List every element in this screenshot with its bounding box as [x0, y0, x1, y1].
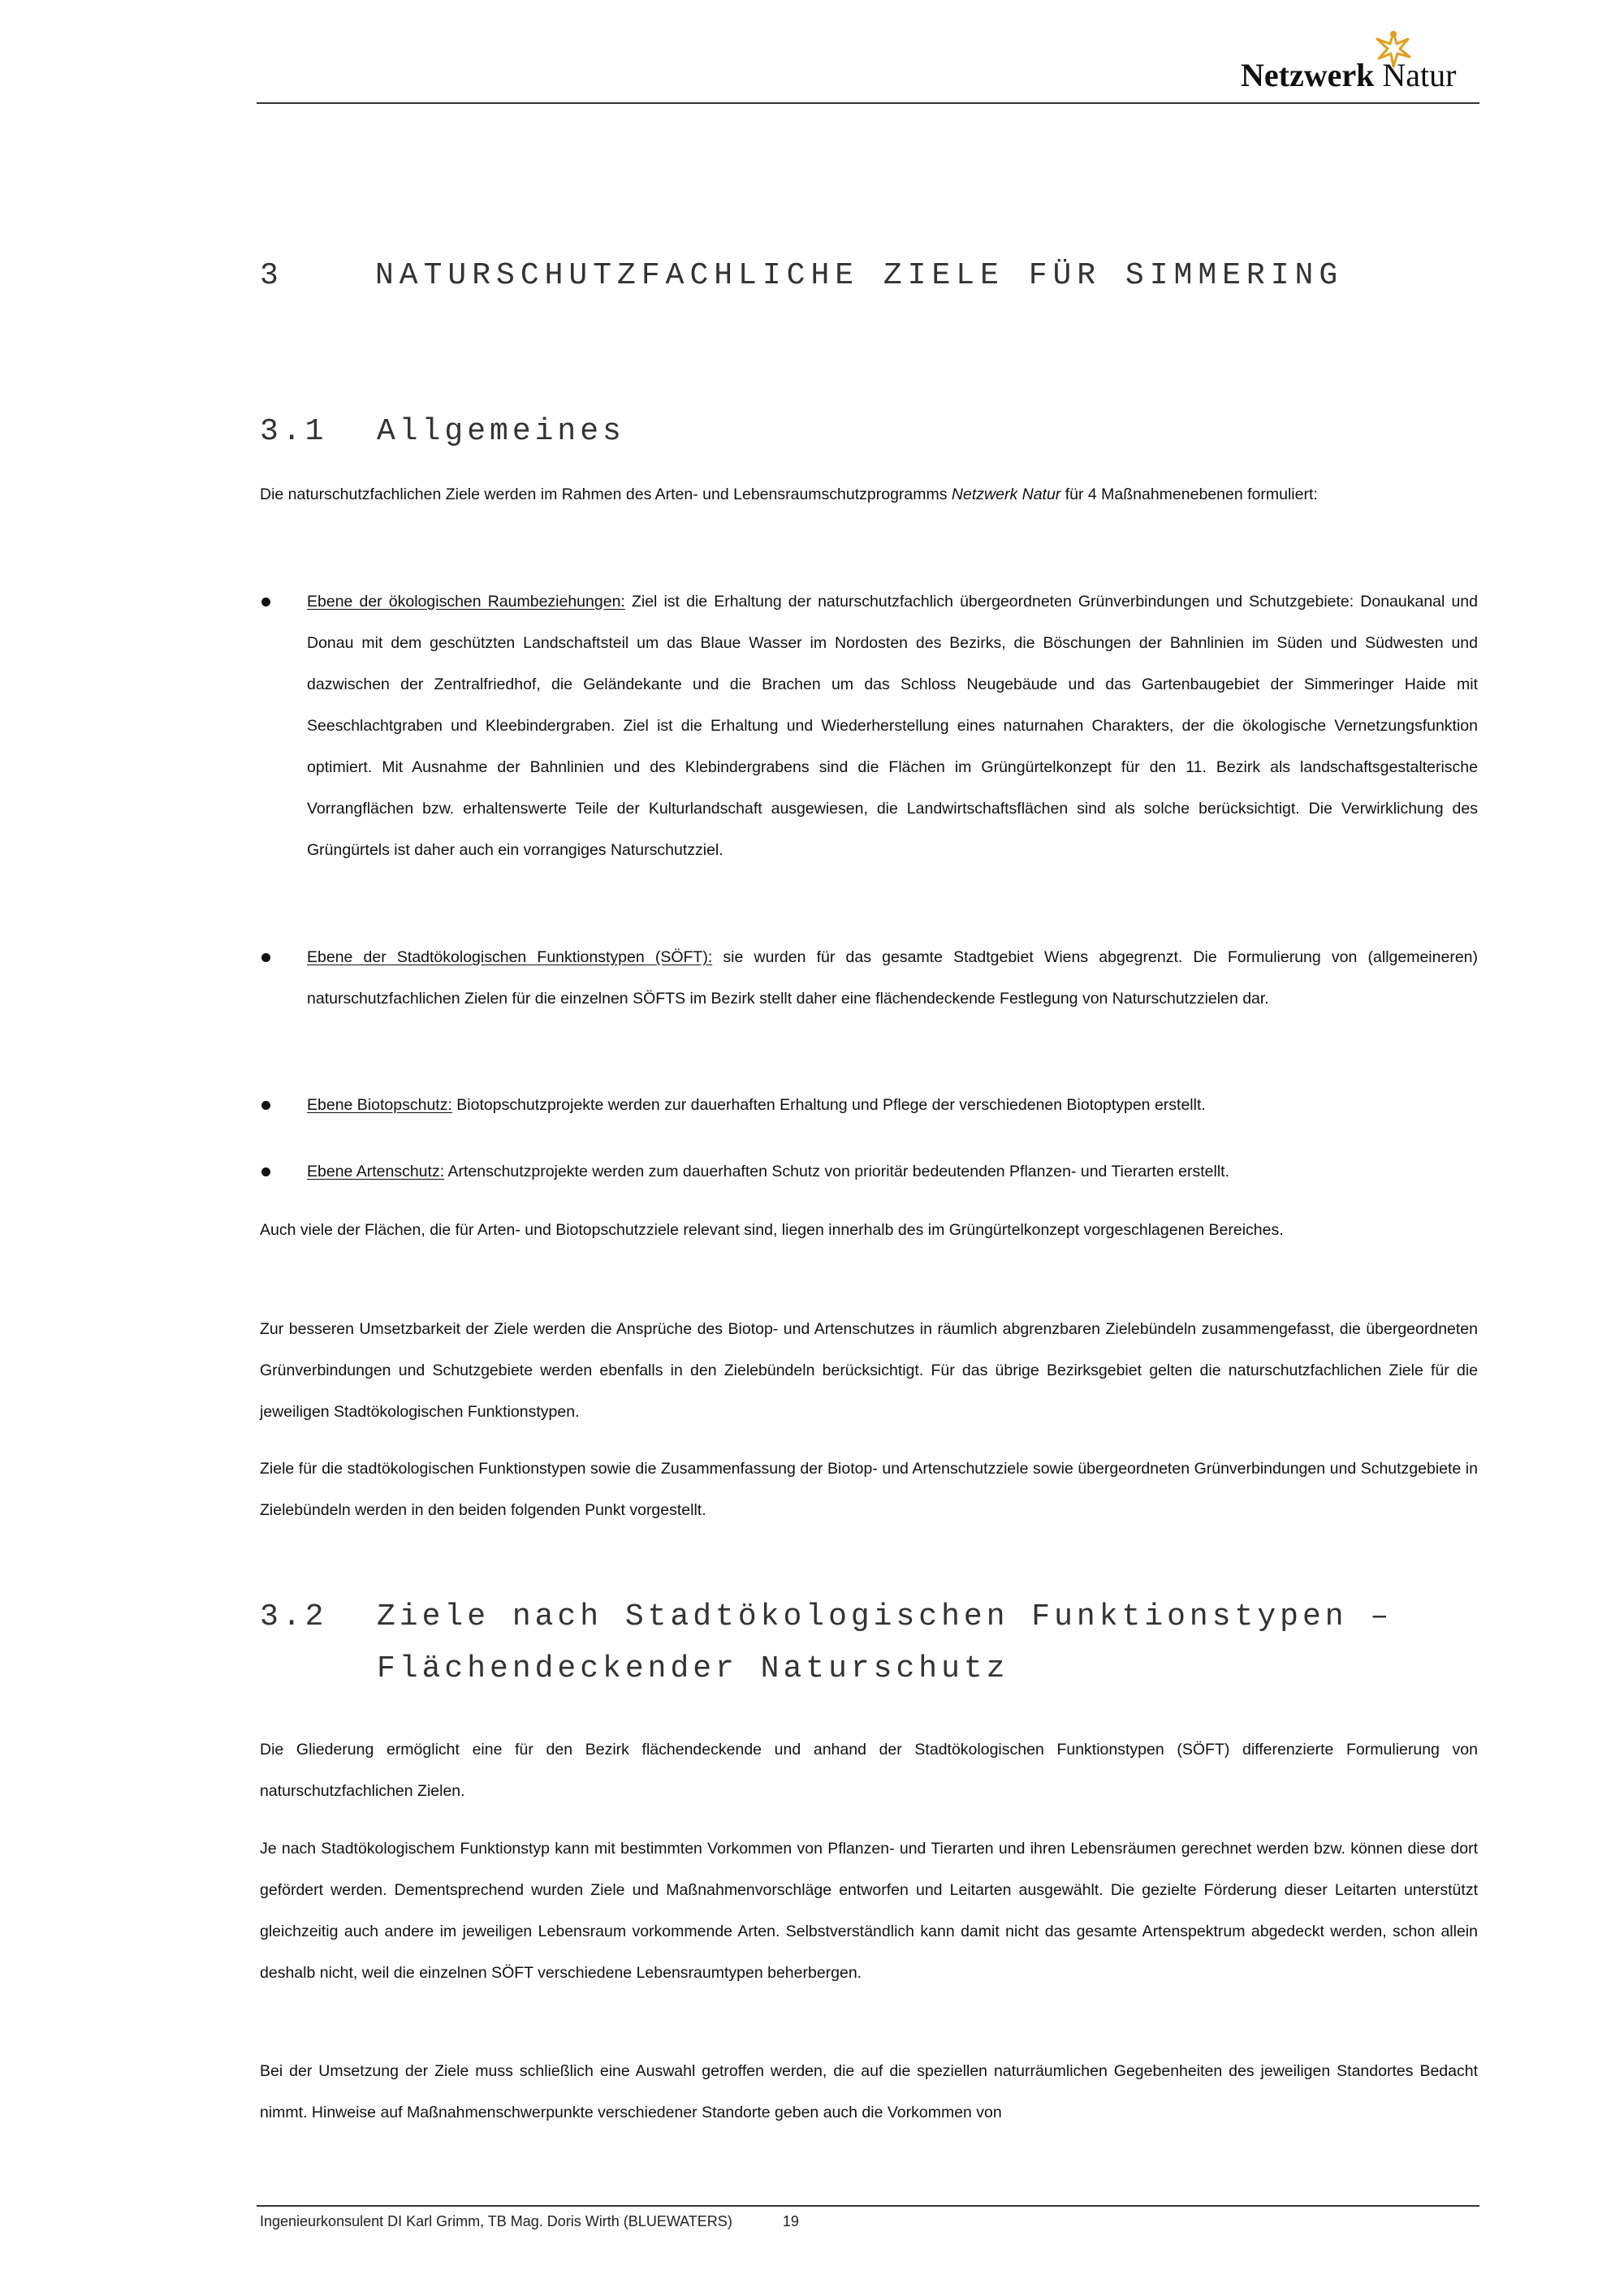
section-3-1-heading — [260, 414, 625, 449]
bullet-text: Artenschutzprojekte werden zum dauerhaften Schutz von prioritär bedeutenden Pflanzen- und Tierarten erstellt. — [444, 1163, 1230, 1180]
bullet-lead: Ebene der ökologischen Raumbeziehungen: — [307, 593, 625, 611]
bullet-text: sie wurden für das gesamte Stadtgebiet Wiens abgegrenzt. Die Formulierung von (allgemeineren) naturschutzfachlichen Zielen für die einzelnen SÖFTS im Bezirk stellt daher eine flächendeckende Festlegung von Naturschutzzielen dar. — [307, 948, 1478, 1008]
logo-wordmark — [1241, 56, 1456, 94]
bullet-icon — [261, 953, 270, 962]
header-divider — [257, 102, 1479, 104]
section-3-1-intro — [260, 474, 1478, 516]
bullet-icon — [261, 598, 270, 606]
intro-text-end: für 4 Maßnahmenebenen formuliert: — [1060, 486, 1318, 503]
bullet-icon — [261, 1167, 270, 1176]
bullet-item — [260, 1151, 1478, 1193]
footer-divider — [257, 2205, 1479, 2207]
body-paragraph: Bei der Umsetzung der Ziele muss schließlich eine Auswahl getroffen werden, die auf die speziellen naturräumlichen Gegebenheiten des jeweiligen Standortes Bedacht nimmt. Hinweise auf Maßnahmenschwerpunkte verschiedener Standorte geben auch die Vorkommen von — [260, 2062, 1478, 2121]
bullet-text: Ziel ist die Erhaltung der naturschutzfachlich übergeordneten Grünverbindungen und Schutzgebiete: Donaukanal und Donau mit dem geschützten Landschaftsteil um das Blaue Wasser im Nordosten des Bezirks, die Böschungen der Bahnlinien im Süden und Südwesten und dazwischen der Zentralfriedhof, die Geländekante und die Brachen um das Schloss Neugebäude und das Gartenbaugebiet der Simmeringer Haide mit Seeschlachtgraben und Kleebindergraben. Ziel ist die Erhaltung und Wiederherstellung eines naturnahen Charakters, der die ökologische Vernetzungsfunktion optimiert. Mit Ausnahme der Bahnlinien und des Klebindergrabens sind die Flächen im Grüngürtelkonzept für den 11. Bezirk als landschaftsgestalterische Vorrangflächen bzw. erhaltenswerte Teile der Kulturlandschaft ausgewiesen, die Landwirtschaftsflächen sind als solche berücksichtigt. Die Verwirklichung des Grüngürtels ist daher auch ein vorrangiges Naturschutzziel. — [307, 593, 1478, 859]
chapter-number: 3 — [260, 258, 284, 293]
page-footer — [260, 2213, 799, 2230]
section-title: Allgemeines — [377, 414, 625, 449]
chapter-title: NATURSCHUTZFACHLICHE ZIELE FÜR SIMMERING — [375, 258, 1344, 293]
netzwerk-natur-logo — [1241, 29, 1484, 102]
bullet-icon — [261, 1101, 270, 1110]
intro-program-name: Netzwerk Natur — [951, 486, 1061, 503]
body-paragraph: Die Gliederung ermöglicht eine für den Bezirk flächendeckende und anhand der Stadtökologischen Funktionstypen (SÖFT) differenzierte Formulierung von naturschutzfachlichen Zielen. — [260, 1741, 1478, 1800]
logo-bold-text: Netzwerk — [1241, 57, 1375, 93]
section-3-2-heading — [260, 1599, 1393, 1634]
section-3-2-heading-continued — [377, 1651, 1009, 1686]
bullet-lead: Ebene Biotopschutz: — [307, 1096, 452, 1114]
section-title-line-1: Ziele nach Stadtökologischen Funktionstypen – — [377, 1599, 1393, 1634]
chapter-heading — [260, 258, 1343, 293]
body-paragraph: Je nach Stadtökologischem Funktionstyp kann mit bestimmten Vorkommen von Pflanzen- und Tierarten und ihren Lebensräumen gerechnet werden bzw. können diese dort gefördert werden. Dementsprechend wurden Ziele und Maßnahmenvorschläge entworfen und Leitarten ausgewählt. Die gezielte Förderung dieser Leitarten unterstützt gleichzeitig auch andere im jeweiligen Lebensraum vorkommende Arten. Selbstverständlich kann damit nicht das gesamte Artenspektrum abgedeckt werden, schon allein deshalb nicht, weil die einzelnen SÖFT verschiedene Lebensraumtypen beherbergen. — [260, 1840, 1478, 1982]
body-paragraph: Ziele für die stadtökologischen Funktionstypen sowie die Zusammenfassung der Biotop- und Artenschutzziele sowie übergeordneten Grünverbindungen und Schutzgebiete in Zielebündeln werden in den beiden folgenden Punkt vorgestellt. — [260, 1460, 1478, 1519]
bullet-item — [260, 1085, 1478, 1126]
body-paragraph: Zur besseren Umsetzbarkeit der Ziele werden die Ansprüche des Biotop- und Artenschutzes in räumlich abgrenzbaren Zielebündeln zusammengefasst, die übergeordneten Grünverbindungen und Schutzgebiete werden ebenfalls in den Zielebündeln berücksichtigt. Für das übrige Bezirksgebiet gelten die naturschutzfachlichen Ziele für die jeweiligen Stadtökologischen Funktionstypen. — [260, 1320, 1478, 1421]
bullet-item — [260, 937, 1478, 1020]
intro-text-start: Die naturschutzfachlichen Ziele werden im Rahmen des Arten- und Lebensraumschutzprogramms — [260, 486, 952, 503]
section-number: 3.1 — [260, 414, 328, 449]
section-number: 3.2 — [260, 1599, 328, 1634]
logo-regular-text: Natur — [1382, 57, 1457, 93]
bullet-lead: Ebene Artenschutz: — [307, 1163, 445, 1180]
bullet-text: Biotopschutzprojekte werden zur dauerhaften Erhaltung und Pflege der verschiedenen Biotoptypen erstellt. — [451, 1096, 1206, 1114]
body-paragraph: Auch viele der Flächen, die für Arten- und Biotopschutzziele relevant sind, liegen innerhalb des im Grüngürtelkonzept vorgeschlagenen Bereiches. — [260, 1221, 1284, 1239]
page-number: 19 — [782, 2213, 799, 2229]
section-title-line-2: Flächendeckender Naturschutz — [377, 1651, 1009, 1686]
bullet-item — [260, 581, 1478, 871]
footer-author: Ingenieurkonsulent DI Karl Grimm, TB Mag. Doris Wirth (BLUEWATERS) — [260, 2213, 732, 2229]
bullet-lead: Ebene der Stadtökologischen Funktionstypen (SÖFT): — [307, 948, 713, 966]
